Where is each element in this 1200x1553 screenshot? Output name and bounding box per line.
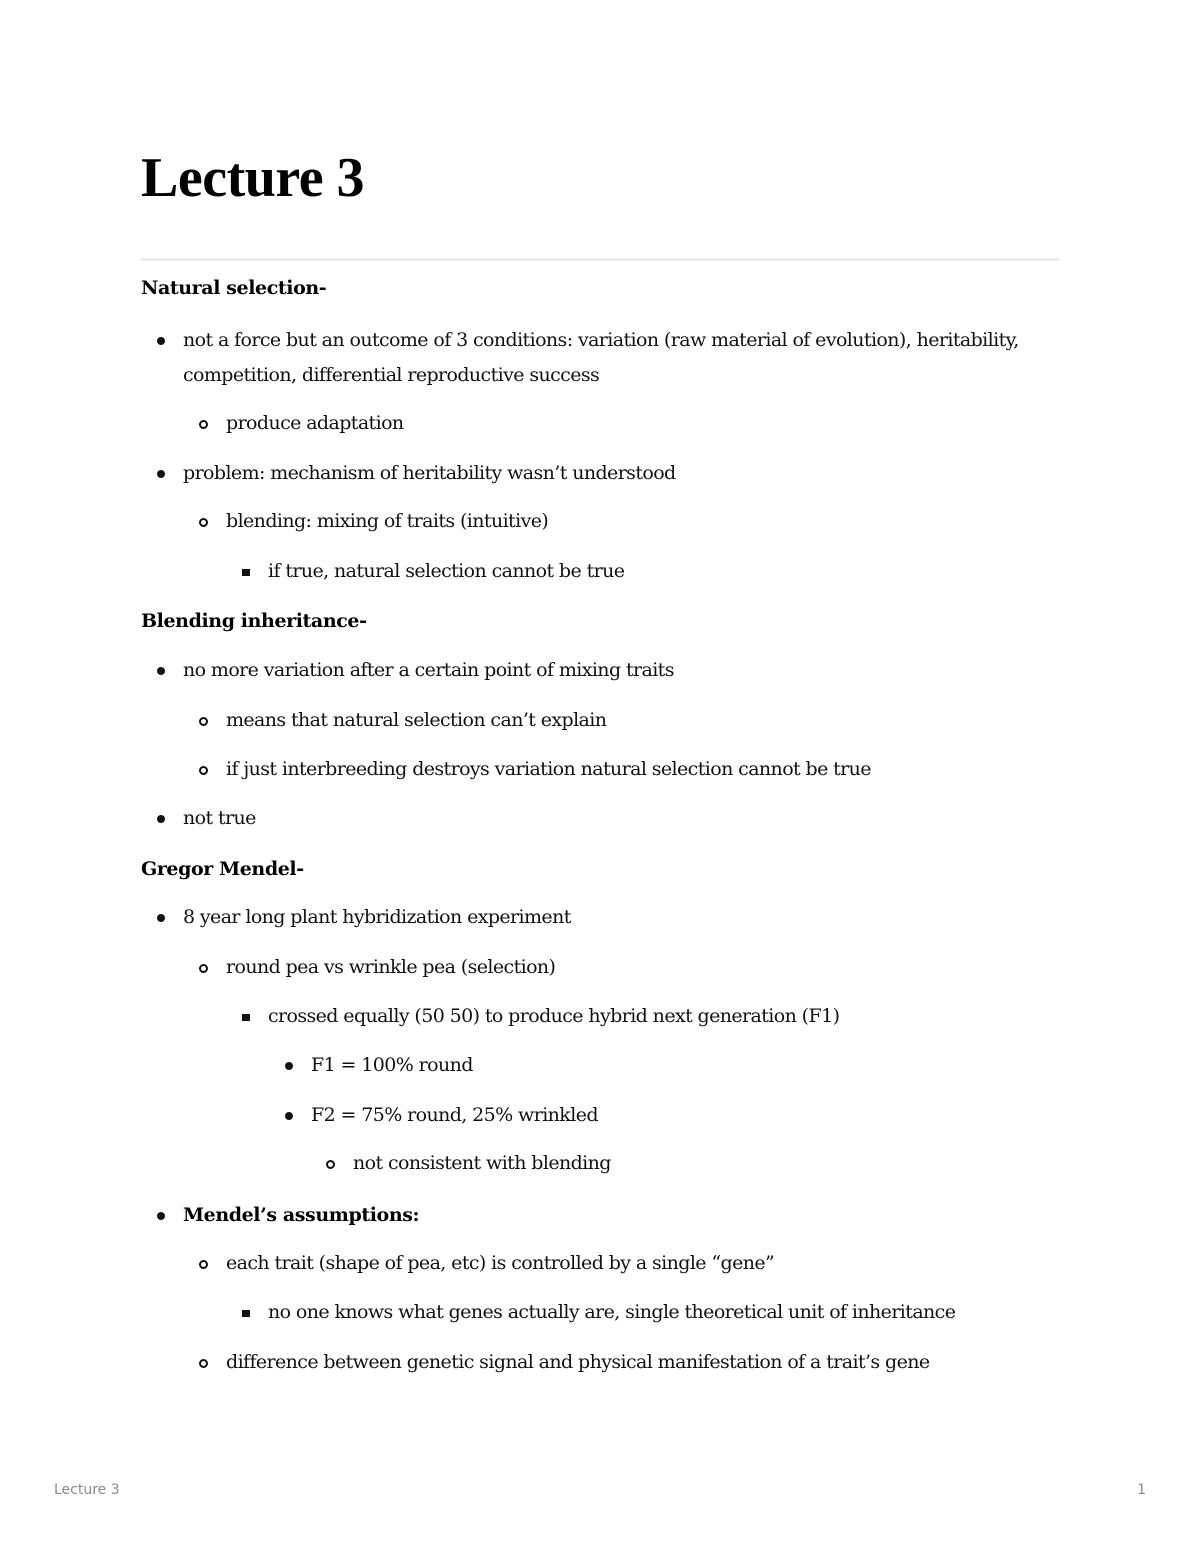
bullet-disc: [157, 470, 165, 478]
title-divider: [141, 258, 1059, 261]
bullet-circle: [199, 420, 208, 429]
list-item: if true, natural selection cannot be true: [268, 560, 625, 582]
bullet-disc: [157, 667, 165, 675]
bullet-circle: [326, 1160, 335, 1169]
bullet-disc: [157, 1212, 165, 1220]
bullet-circle: [199, 766, 208, 775]
bullet-square: [242, 1310, 250, 1317]
list-item: means that natural selection can’t explain: [226, 709, 607, 731]
section-heading-natural-selection: Natural selection-: [141, 277, 327, 299]
list-item: not true: [183, 807, 256, 829]
bullet-disc: [157, 815, 165, 823]
bullet-disc: [285, 1062, 293, 1070]
footer-title: Lecture 3: [54, 1482, 120, 1498]
list-item: produce adaptation: [226, 412, 404, 434]
bullet-disc: [285, 1112, 293, 1120]
list-item: no one knows what genes actually are, single theoretical unit of inheritance: [268, 1301, 956, 1323]
page-number: 1: [1137, 1482, 1146, 1498]
list-item: problem: mechanism of heritability wasn’t understood: [183, 462, 676, 484]
bullet-circle: [199, 1260, 208, 1269]
section-heading-blending-inheritance: Blending inheritance-: [141, 610, 367, 632]
bullet-square: [242, 569, 250, 576]
list-item: round pea vs wrinkle pea (selection): [226, 956, 556, 978]
list-item-bold: Mendel’s assumptions:: [183, 1204, 420, 1226]
list-item: F2 = 75% round, 25% wrinkled: [311, 1104, 598, 1126]
list-item: F1 = 100% round: [311, 1054, 473, 1076]
list-item: crossed equally (50 50) to produce hybrid next generation (F1): [268, 1005, 840, 1027]
section-heading-gregor-mendel: Gregor Mendel-: [141, 858, 304, 880]
bullet-circle: [199, 964, 208, 973]
list-item-continuation: competition, differential reproductive success: [183, 364, 600, 386]
bullet-disc: [157, 337, 165, 345]
list-item: blending: mixing of traits (intuitive): [226, 510, 549, 532]
list-item: no more variation after a certain point of mixing traits: [183, 659, 674, 681]
list-item: difference between genetic signal and physical manifestation of a trait’s gene: [226, 1351, 930, 1373]
page-title: Lecture 3: [141, 147, 365, 209]
list-item: each trait (shape of pea, etc) is controlled by a single “gene”: [226, 1252, 775, 1274]
list-item: if just interbreeding destroys variation natural selection cannot be true: [226, 758, 871, 780]
bullet-disc: [157, 914, 165, 922]
list-item: not consistent with blending: [353, 1152, 611, 1174]
list-item: not a force but an outcome of 3 conditions: variation (raw material of evolution), heritability,: [183, 329, 1019, 351]
bullet-circle: [199, 518, 208, 527]
bullet-circle: [199, 717, 208, 726]
bullet-circle: [199, 1359, 208, 1368]
bullet-square: [242, 1014, 250, 1021]
list-item: 8 year long plant hybridization experiment: [183, 906, 571, 928]
